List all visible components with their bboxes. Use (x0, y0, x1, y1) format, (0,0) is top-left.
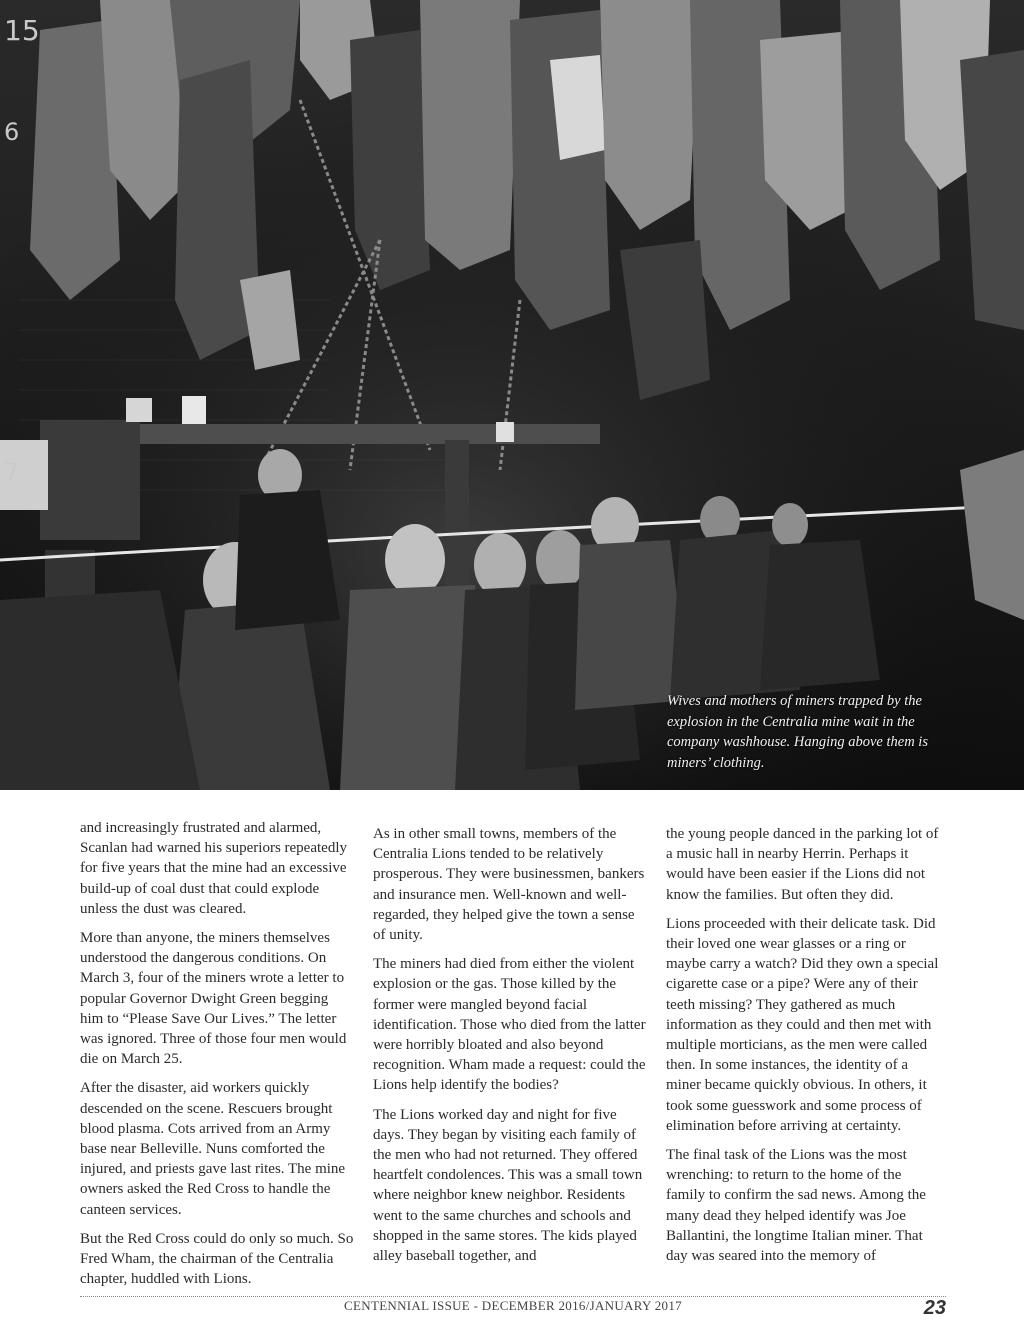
article-column-3 (666, 824, 941, 1275)
photo-caption: Wives and mothers of miners trapped by the explosion in the Centralia mine wait in the company washhouse. Hanging above them is miners’ clothing. (667, 693, 928, 771)
footer-issue-label: CENTENNIAL ISSUE - DECEMBER 2016/JANUARY 2017 (344, 1298, 682, 1313)
footer-divider (80, 1296, 946, 1297)
paragraph: More than anyone, the miners themselves understood the dangerous conditions. On March 3, four of the miners wrote a letter to popular Governor Dwight Green begging him to “Please Save Our Lives.” The letter was ignored. Three of those four men would die on March 25. (80, 930, 347, 1068)
page-number: 23 (923, 1297, 946, 1319)
paragraph: After the disaster, aid workers quickly descended on the scene. Rescuers brought blood plasma. Cots arrived from an Army base near Belleville. Nuns comforted the injured, and priests gave last rites. The mine owners asked the Red Cross to handle the canteen services. (80, 1080, 346, 1218)
svg-text:6: 6 (4, 118, 20, 146)
article-body (80, 818, 946, 1288)
paragraph: The Lions worked day and night for five days. They began by visiting each family of the men who had not returned. They offered heartfelt condolences. This was a small town where neighbor knew neighbor. Residents went to the same churches and schools and shopped in the same stores. The kids played alley baseball together, and (373, 1106, 643, 1265)
paragraph: Lions proceeded with their delicate task. Did their loved one wear glasses or a ring or maybe carry a watch? Did they own a special cigarette case or a pipe? Were any of their teeth missing? They gathered as much information as they could and then met with multiple morticians, as the men were called then. In some instances, the identity of a miner became quickly obvious. In others, it took some guesswork and some process of elimination before arriving at certainty. (666, 915, 939, 1134)
paragraph: As in other small towns, members of the Centralia Lions tended to be relatively prosperous. They were businessmen, bankers and insurance men. Well-known and well-regarded, they helped give the town a sense of unity. (373, 826, 645, 944)
paragraph: The final task of the Lions was the most wrenching: to return to the home of the family to confirm the sad news. Among the many dead they helped identify was Joe Ballantini, the longtime Italian miner. That day was seared into the memory of (666, 1147, 926, 1265)
paragraph: But the Red Cross could do only so much. So Fred Wham, the chairman of the Centralia chapter, huddled with Lions. (80, 1230, 354, 1288)
article-column-1 (80, 818, 355, 1298)
paragraph: and increasingly frustrated and alarmed, Scanlan had warned his superiors repeatedly for five years that the mine had an excessive build-up of coal dust that could explode unless the dust was cleared. (80, 820, 347, 917)
paragraph: The miners had died from either the violent explosion or the gas. Those killed by the former were mangled beyond facial identification. Those who died from the latter were horribly bloated and also beyond recognition. Wham made a request: could the Lions help identify the bodies? (373, 956, 646, 1094)
paragraph: the young people danced in the parking lot of a music hall in nearby Herrin. Perhaps it would have been easier if the Lions did not know the families. But often they did. (666, 826, 939, 903)
svg-text:7: 7 (4, 458, 20, 486)
svg-text:15: 15 (4, 14, 40, 47)
article-column-2 (373, 824, 648, 1275)
